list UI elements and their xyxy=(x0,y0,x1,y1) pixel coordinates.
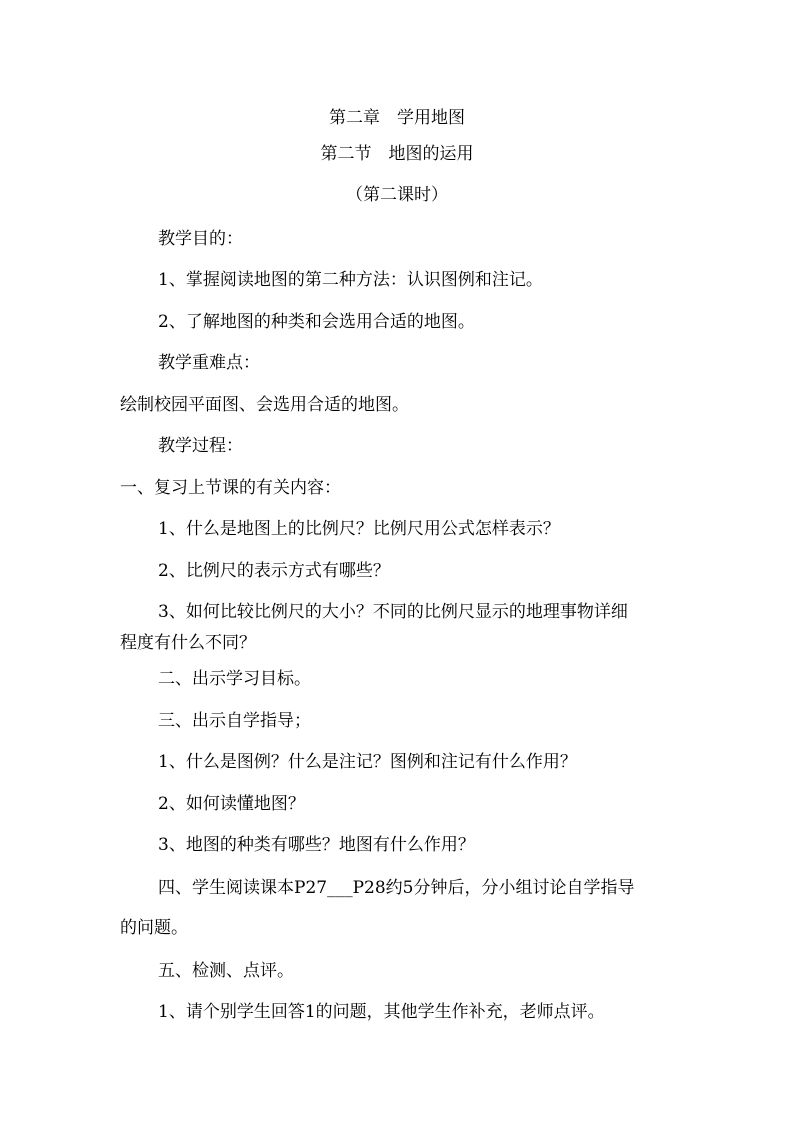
guide-question: 1、什么是图例？什么是注记？图例和注记有什么作用？ xyxy=(158,752,577,772)
evaluation-item: 1、请个别学生回答1的问题，其他学生作补充，老师点评。 xyxy=(158,1002,605,1022)
guide-question: 3、地图的种类有哪些？地图有什么作用？ xyxy=(158,835,475,855)
process-step: 三、出示自学指导； xyxy=(158,711,311,731)
review-question-continued: 程度有什么不同？ xyxy=(120,633,256,653)
key-points-text: 绘制校园平面图、会选用合适的地图。 xyxy=(120,395,409,415)
lesson-subtitle: （第二课时） xyxy=(346,185,448,205)
process-step: 五、检测、点评。 xyxy=(158,961,294,981)
guide-question: 2、如何读懂地图？ xyxy=(158,794,305,814)
heading-process: 教学过程： xyxy=(158,436,243,456)
process-step: 二、出示学习目标。 xyxy=(158,669,311,689)
process-step: 一、复习上节课的有关内容： xyxy=(120,478,341,498)
chapter-title: 第二章 学用地图 xyxy=(329,108,465,128)
objective-item: 1、掌握阅读地图的第二种方法：认识图例和注记。 xyxy=(158,270,543,290)
objective-item: 2、了解地图的种类和会选用合适的地图。 xyxy=(158,312,475,332)
process-step-continued: 的问题。 xyxy=(120,918,188,938)
heading-key-points: 教学重难点： xyxy=(158,353,260,373)
review-question: 3、如何比较比例尺的大小？不同的比例尺显示的地理事物详细 xyxy=(158,602,628,622)
review-question: 2、比例尺的表示方式有哪些？ xyxy=(158,561,390,581)
section-title: 第二节 地图的运用 xyxy=(320,144,474,164)
process-step: 四、学生阅读课本P27___P28约5分钟后，分小组讨论自学指导 xyxy=(158,878,635,898)
heading-objectives: 教学目的： xyxy=(158,229,243,249)
review-question: 1、什么是地图上的比例尺？比例尺用公式怎样表示？ xyxy=(158,519,560,539)
